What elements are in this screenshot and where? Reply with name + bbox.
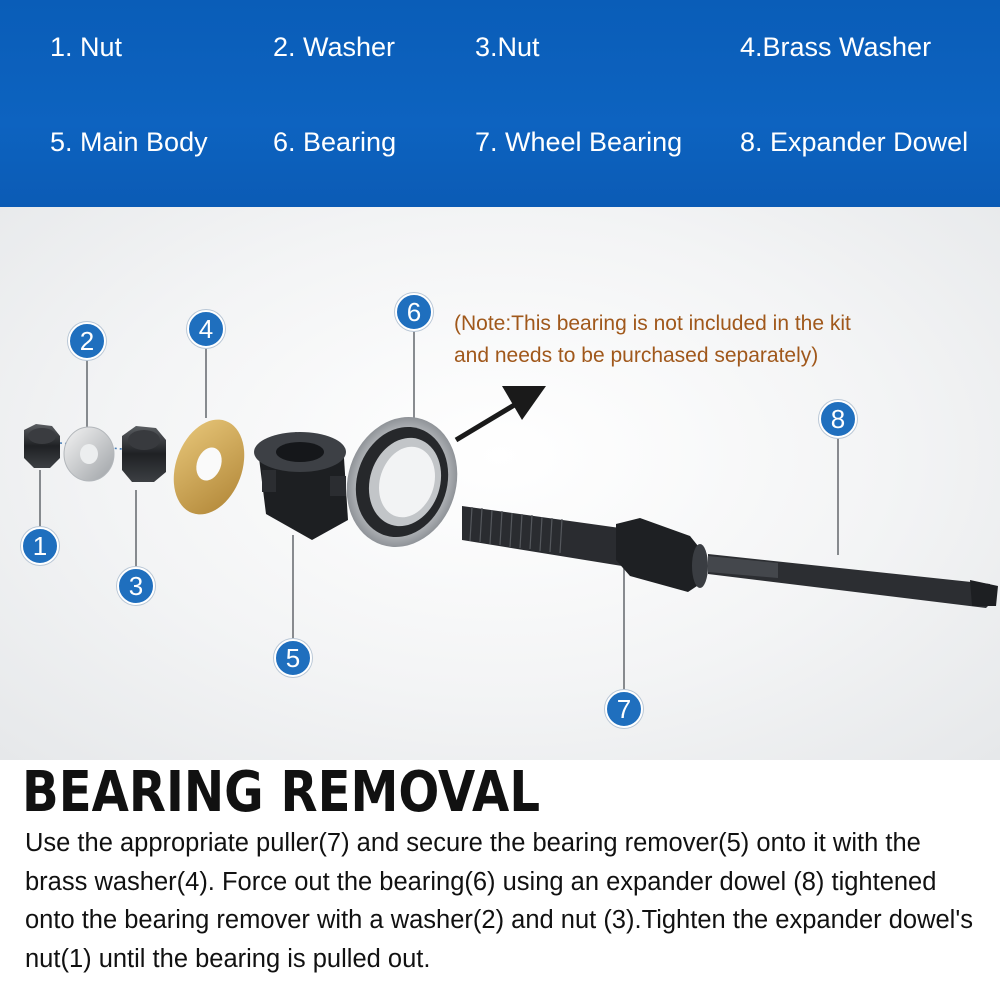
callout-4: 4 <box>187 310 225 348</box>
note-arrow-shape <box>456 386 546 440</box>
bearing-note-line-2: and needs to be purchased separately) <box>454 344 819 367</box>
part-label-washer-2: 2. Washer <box>273 32 396 62</box>
washer-2-shape <box>64 427 114 481</box>
bearing-6-shape <box>330 403 474 562</box>
part-label-nut-3: 3.Nut <box>475 32 540 62</box>
part-label-expander-dowel-8: 8. Expander Dowel <box>740 127 969 157</box>
callout-7: 7 <box>605 690 643 728</box>
nut-1-shape <box>24 424 60 468</box>
callout-1: 1 <box>21 527 59 565</box>
bearing-note-line-1: (Note:This bearing is not included in the kit <box>454 312 851 335</box>
parts-illustration <box>0 207 1000 760</box>
part-label-wheel-bearing-7: 7. Wheel Bearing <box>475 127 683 157</box>
callout-3: 3 <box>117 567 155 605</box>
brass-washer-4-shape <box>161 410 257 525</box>
nut-3-shape <box>122 426 166 482</box>
callout-5: 5 <box>274 639 312 677</box>
bearing-note <box>454 308 851 372</box>
instructions-text: Use the appropriate puller(7) and secure the bearing remover(5) onto it with the brass washer(4). Force out the bearing(6) using an expander dowel (8) tightened onto the bearing remover with a washer(2) and nut (3).Tighten the expander dowel's nut(1) until the bearing is pulled out. <box>25 829 973 973</box>
main-body-5-shape <box>254 432 348 540</box>
wheel-bearing-7-shape <box>462 506 708 592</box>
part-label-brass-washer-4: 4.Brass Washer <box>740 32 932 62</box>
callout-8: 8 <box>819 400 857 438</box>
exploded-parts-diagram <box>0 207 1000 760</box>
expander-dowel-8-shape <box>708 554 998 608</box>
callout-6: 6 <box>395 293 433 331</box>
parts-banner <box>0 0 1000 207</box>
part-label-main-body-5: 5. Main Body <box>50 127 208 157</box>
part-label-bearing-6: 6. Bearing <box>273 127 397 157</box>
callout-2: 2 <box>68 322 106 360</box>
section-heading: BEARING REMOVAL <box>22 760 541 825</box>
part-label-nut-1: 1. Nut <box>50 32 123 62</box>
